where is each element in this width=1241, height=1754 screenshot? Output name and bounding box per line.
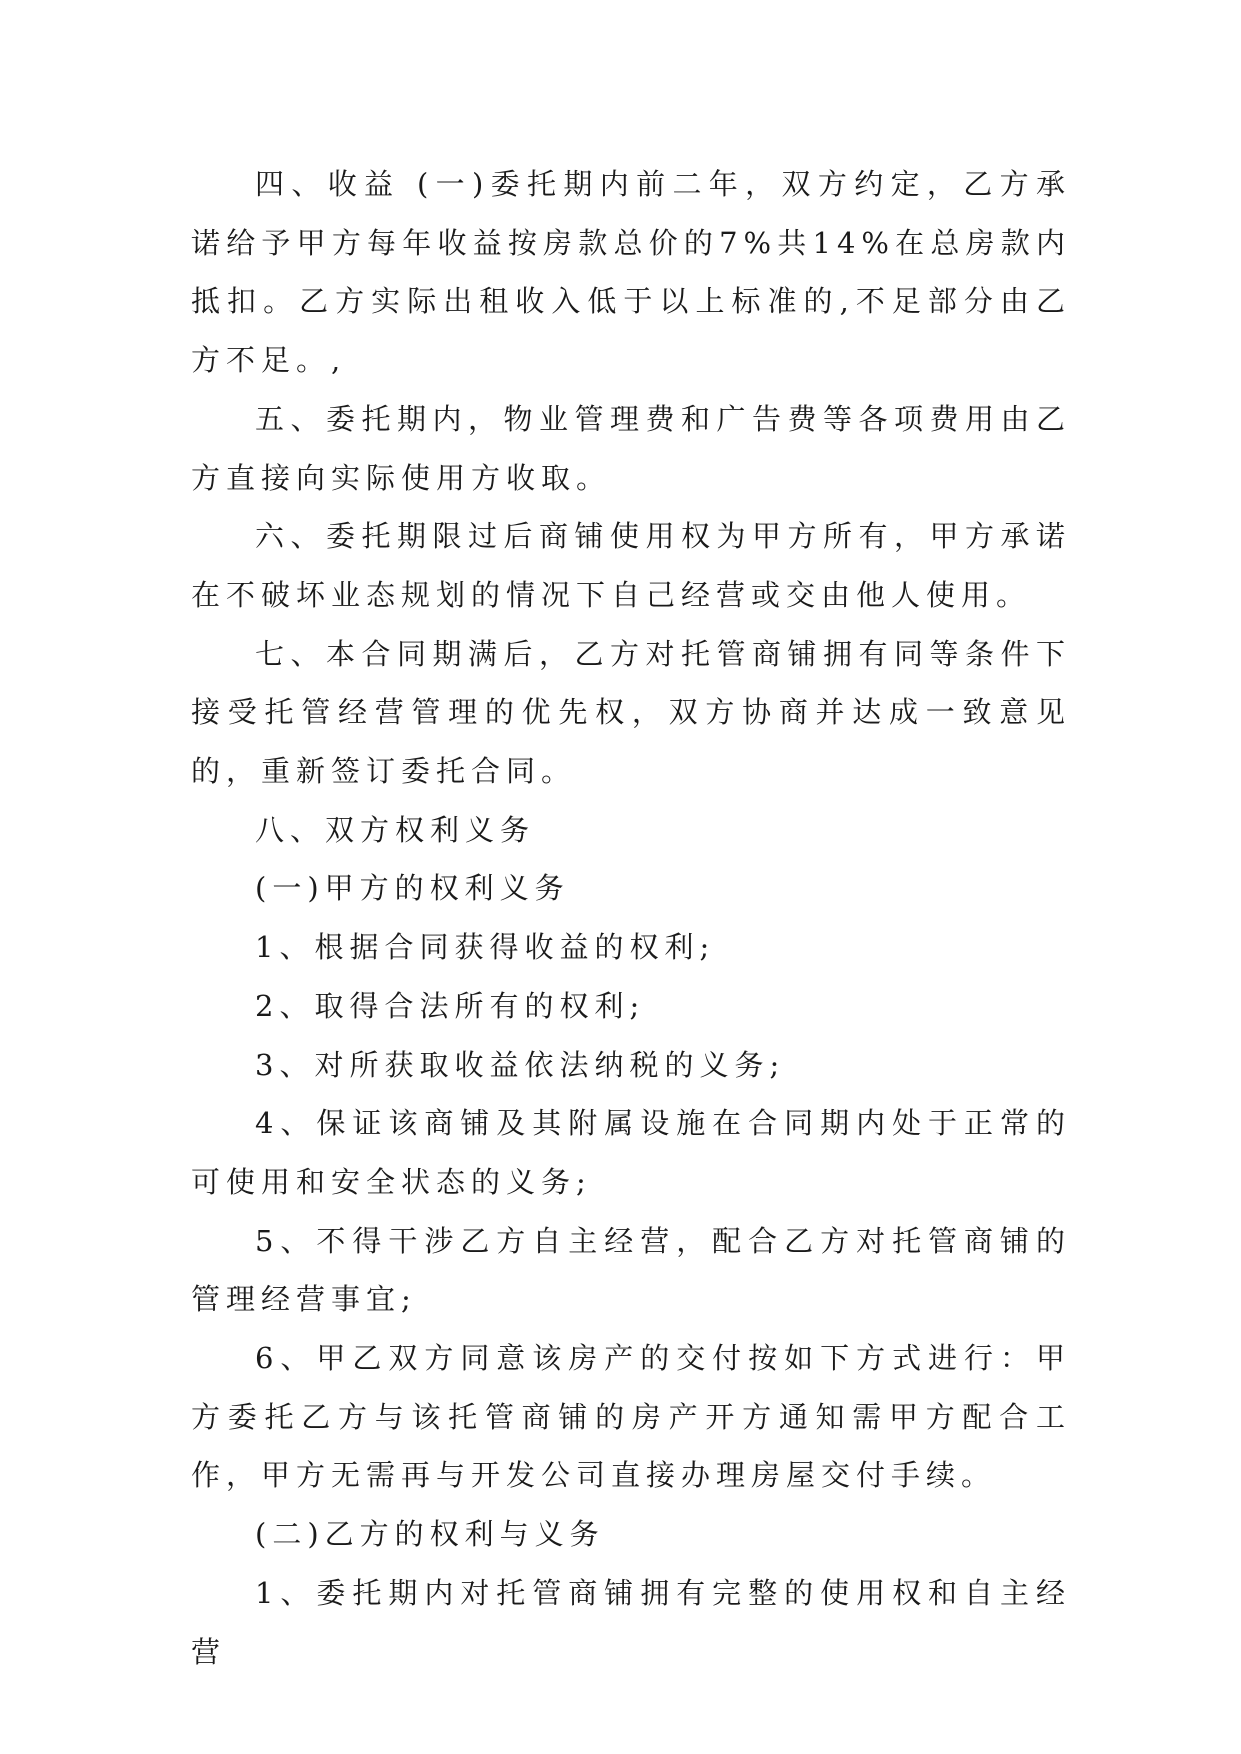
paragraph-usage-rights: 六、委托期限过后商铺使用权为甲方所有，甲方承诺在不破坏业态规划的情况下自己经营或交由他人使用。: [191, 519, 1071, 612]
document-body: [191, 155, 1071, 1681]
list-item: 2、取得合法所有的权利;: [255, 988, 646, 1023]
subsection-heading-party-a: (一)甲方的权利义务: [255, 871, 570, 906]
list-item: 5、不得干涉乙方自主经营，配合乙方对托管商铺的管理经营事宜;: [191, 1223, 1071, 1317]
list-item: 6、甲乙双方同意该房产的交付按如下方式进行：甲方委托乙方与该托管商铺的房产开方通知需甲方配合工作，甲方无需再与开发公司直接办理房屋交付手续。: [191, 1341, 1071, 1493]
paragraph-fees: 五、委托期内，物业管理费和广告费等各项费用由乙方直接向实际使用方收取。: [191, 401, 1071, 495]
paragraph-renewal: 七、本合同期满后，乙方对托管商铺拥有同等条件下接受托管经营管理的优先权，双方协商并达成一致意见的，重新签订委托合同。: [191, 636, 1071, 789]
section-heading-rights-obligations: 八、双方权利义务: [255, 812, 536, 847]
list-item: 4、保证该商铺及其附属设施在合同期内处于正常的可使用和安全状态的义务;: [191, 1106, 1071, 1199]
list-item: 3、对所获取收益依法纳税的义务;: [255, 1047, 786, 1082]
list-item: 1、委托期内对托管商铺拥有完整的使用权和自主经营: [191, 1575, 1071, 1669]
list-item: 1、根据合同获得收益的权利;: [255, 930, 716, 965]
subsection-heading-party-b: (二)乙方的权利与义务: [255, 1517, 605, 1552]
paragraph-income: 四、收益 (一)委托期内前二年，双方约定，乙方承诺给予甲方每年收益按房款总价的7%共14%在总房款内抵扣。乙方实际出租收入低于以上标准的,不足部分由乙方不足。,: [191, 167, 1071, 378]
